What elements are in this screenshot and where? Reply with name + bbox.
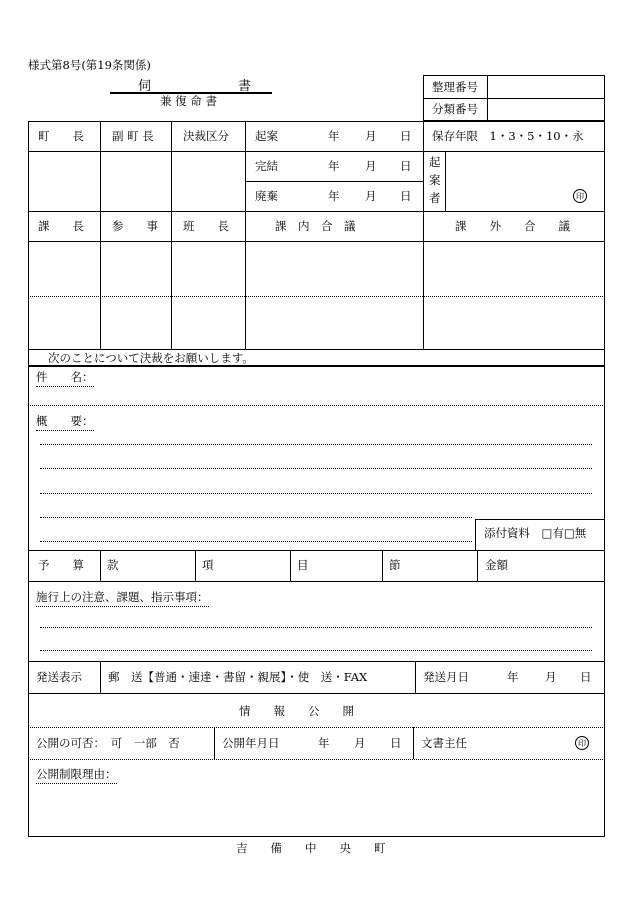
- koukai-tsuki: 月: [354, 736, 366, 750]
- kacho-label: 課 長: [38, 219, 84, 233]
- kanketsu-label: 完結: [255, 159, 278, 173]
- seiri-label: 整理番号: [432, 80, 478, 94]
- fukucho-label: 副 町 長: [112, 129, 154, 143]
- kanai-label: 課 内 合 議: [275, 219, 356, 233]
- kan-label: 款: [107, 558, 119, 572]
- kiansha-1: 起: [429, 155, 441, 169]
- footer-town: 吉 備 中 央 町: [236, 841, 386, 855]
- kahi-label: 公開の可否： 可 一部 否: [36, 736, 180, 750]
- shikou-label: 施行上の注意、課題、指示事項：: [36, 592, 209, 607]
- kingaku-label: 金額: [485, 558, 508, 572]
- koukai-date-label: 公開年月日: [222, 736, 280, 750]
- kou-label: 項: [202, 558, 214, 572]
- shunin-label: 文書主任: [421, 736, 467, 750]
- haiki-tsuki: 月: [365, 189, 377, 203]
- haiki-label: 廃棄: [255, 189, 278, 203]
- hassou-date-label: 発送月日: [423, 670, 469, 684]
- title-left: 伺: [138, 79, 152, 94]
- kagai-label: 課 外 合 議: [455, 219, 570, 233]
- bunrui-label: 分類番号: [432, 102, 478, 116]
- sanji-label: 参 事: [112, 219, 158, 233]
- gaiyou-label: 概 要：: [36, 416, 94, 431]
- haiki-nen: 年: [328, 189, 340, 203]
- yosan-label: 予 算: [38, 558, 84, 572]
- tenpu-label: 添付資料 □有□無: [484, 526, 587, 540]
- setsu-label: 節: [389, 558, 401, 572]
- haiki-hi: 日: [400, 189, 412, 203]
- hassou-method: 郵 送【普通・速達・書留・親展】・使 送・FAX: [108, 670, 368, 684]
- kian-label: 起案: [255, 129, 278, 143]
- hassou-tsuki: 月: [545, 670, 557, 684]
- kanketsu-tsuki: 月: [365, 159, 377, 173]
- hassou-hi: 日: [580, 670, 592, 684]
- shunin-stamp-icon: 印: [575, 736, 589, 750]
- kessai-label: 決裁区分: [183, 129, 229, 143]
- kenmei-label: 件 名：: [36, 372, 94, 387]
- koukai-hi: 日: [390, 736, 402, 750]
- seigen-label: 公開制限理由：: [36, 769, 117, 784]
- moku-label: 目: [297, 558, 309, 572]
- kiansha-stamp-icon: 印: [573, 189, 587, 203]
- kian-nen: 年: [328, 129, 340, 143]
- hassou-nen: 年: [507, 670, 519, 684]
- koukai-nen: 年: [318, 736, 330, 750]
- kiansha-2: 案: [429, 173, 441, 187]
- hozon-label: 保存年限 1・3・5・10・永: [432, 129, 584, 143]
- johou-heading: 情 報 公 開: [239, 704, 354, 718]
- kanketsu-nen: 年: [328, 159, 340, 173]
- hassou-label: 発送表示: [36, 670, 82, 684]
- title-sub: 兼 復 命 書: [160, 94, 217, 108]
- request-line: 次のことについて決裁をお願いします。: [48, 351, 254, 365]
- kian-hi: 日: [400, 129, 412, 143]
- kian-tsuki: 月: [365, 129, 377, 143]
- kanketsu-hi: 日: [400, 159, 412, 173]
- hancho-label: 班 長: [183, 219, 229, 233]
- approval-box: [28, 121, 605, 366]
- kiansha-3: 者: [429, 191, 441, 205]
- form-number: 様式第8号(第19条関係): [28, 58, 151, 72]
- title-right: 書: [238, 79, 252, 94]
- cho-label: 町 長: [38, 129, 84, 143]
